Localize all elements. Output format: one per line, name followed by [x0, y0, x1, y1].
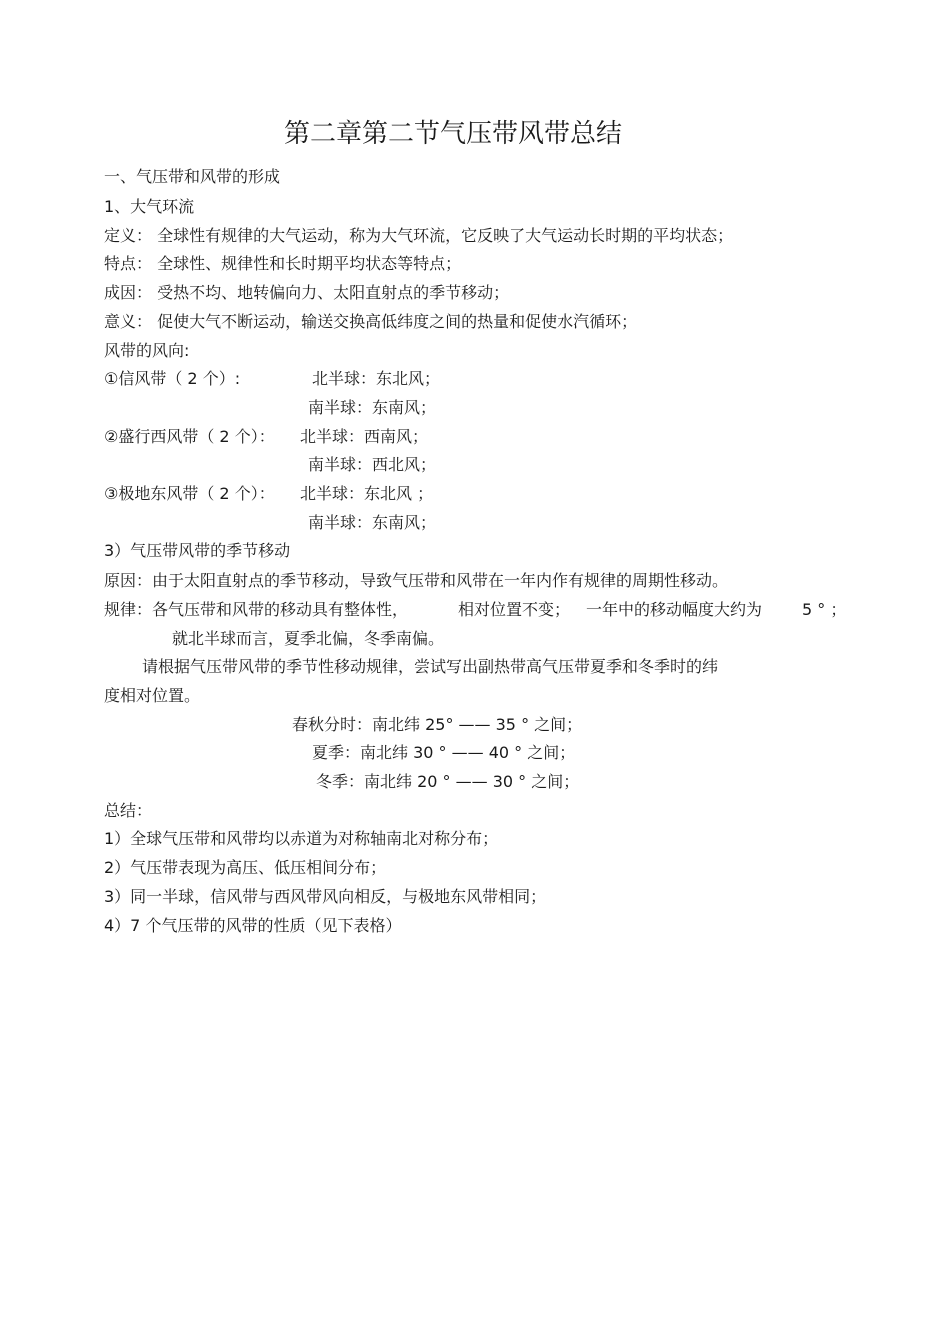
northern-hemisphere-wind: 北半球：东北风 ；	[300, 484, 434, 503]
rule-text: 相对位置不变；	[458, 600, 571, 619]
definition-line: 定义： 全球性有规律的大气运动，称为大气环流，它反映了大气运动长时期的平均状态；	[104, 226, 734, 245]
causes-line: 成因： 受热不均、地转偏向力、太阳直射点的季节移动；	[104, 283, 510, 302]
subsection-heading: 1、大气环流	[104, 197, 195, 216]
summary-item: 3）同一半球，信风带与西风带风向相反，与极地东风带相同；	[104, 887, 547, 906]
reason-line: 原因：由于太阳直射点的季节移动，导致气压带和风带在一年内作有规律的周期性移动。	[104, 571, 729, 590]
question-text: 请根据气压带风带的季节性移动规律，尝试写出副热带高气压带夏季和冬季时的纬	[142, 657, 719, 676]
rule-text: 一年中的移动幅度大约为	[586, 600, 763, 619]
wind-belt-name: ②盛行西风带（ 2 个）：	[104, 427, 275, 446]
rule-continuation: 就北半球而言，夏季北偏，冬季南偏。	[172, 629, 445, 648]
wind-belt-name: ①信风带（ 2 个）:	[104, 369, 241, 388]
page-title: 第二章第二节气压带风带总结	[283, 119, 622, 149]
features-line: 特点： 全球性、规律性和长时期平均状态等特点；	[104, 254, 462, 273]
equinox-answer: 春秋分时：南北纬 25° —— 35 ° 之间；	[292, 715, 583, 734]
summary-item: 1）全球气压带和风带均以赤道为对称轴南北对称分布；	[104, 829, 499, 848]
rule-text: 规律：各气压带和风带的移动具有整体性，	[104, 600, 409, 619]
rule-value: 5 ° ；	[802, 600, 847, 619]
summer-answer: 夏季：南北纬 30 ° —— 40 ° 之间；	[312, 743, 576, 762]
winter-answer: 冬季：南北纬 20 ° —— 30 ° 之间；	[316, 772, 580, 791]
significance-line: 意义： 促使大气不断运动，输送交换高低纬度之间的热量和促使水汽循环；	[104, 312, 638, 331]
wind-belt-name: ③极地东风带（ 2 个）：	[104, 484, 275, 503]
southern-hemisphere-wind: 南半球：东南风；	[308, 513, 437, 532]
summary-heading: 总结：	[104, 801, 153, 820]
southern-hemisphere-wind: 南半球：西北风；	[308, 455, 437, 474]
northern-hemisphere-wind: 北半球：西南风；	[300, 427, 429, 446]
wind-direction-heading: 风带的风向:	[104, 341, 190, 360]
section-heading: 一、气压带和风带的形成	[104, 167, 281, 186]
summary-item: 2）气压带表现为高压、低压相间分布；	[104, 858, 387, 877]
question-text: 度相对位置。	[104, 686, 201, 705]
northern-hemisphere-wind: 北半球：东北风；	[312, 369, 441, 388]
subsection-heading: 3）气压带风带的季节移动	[104, 541, 291, 560]
southern-hemisphere-wind: 南半球：东南风；	[308, 398, 437, 417]
summary-item: 4）7 个气压带的风带的性质（见下表格）	[104, 916, 402, 935]
